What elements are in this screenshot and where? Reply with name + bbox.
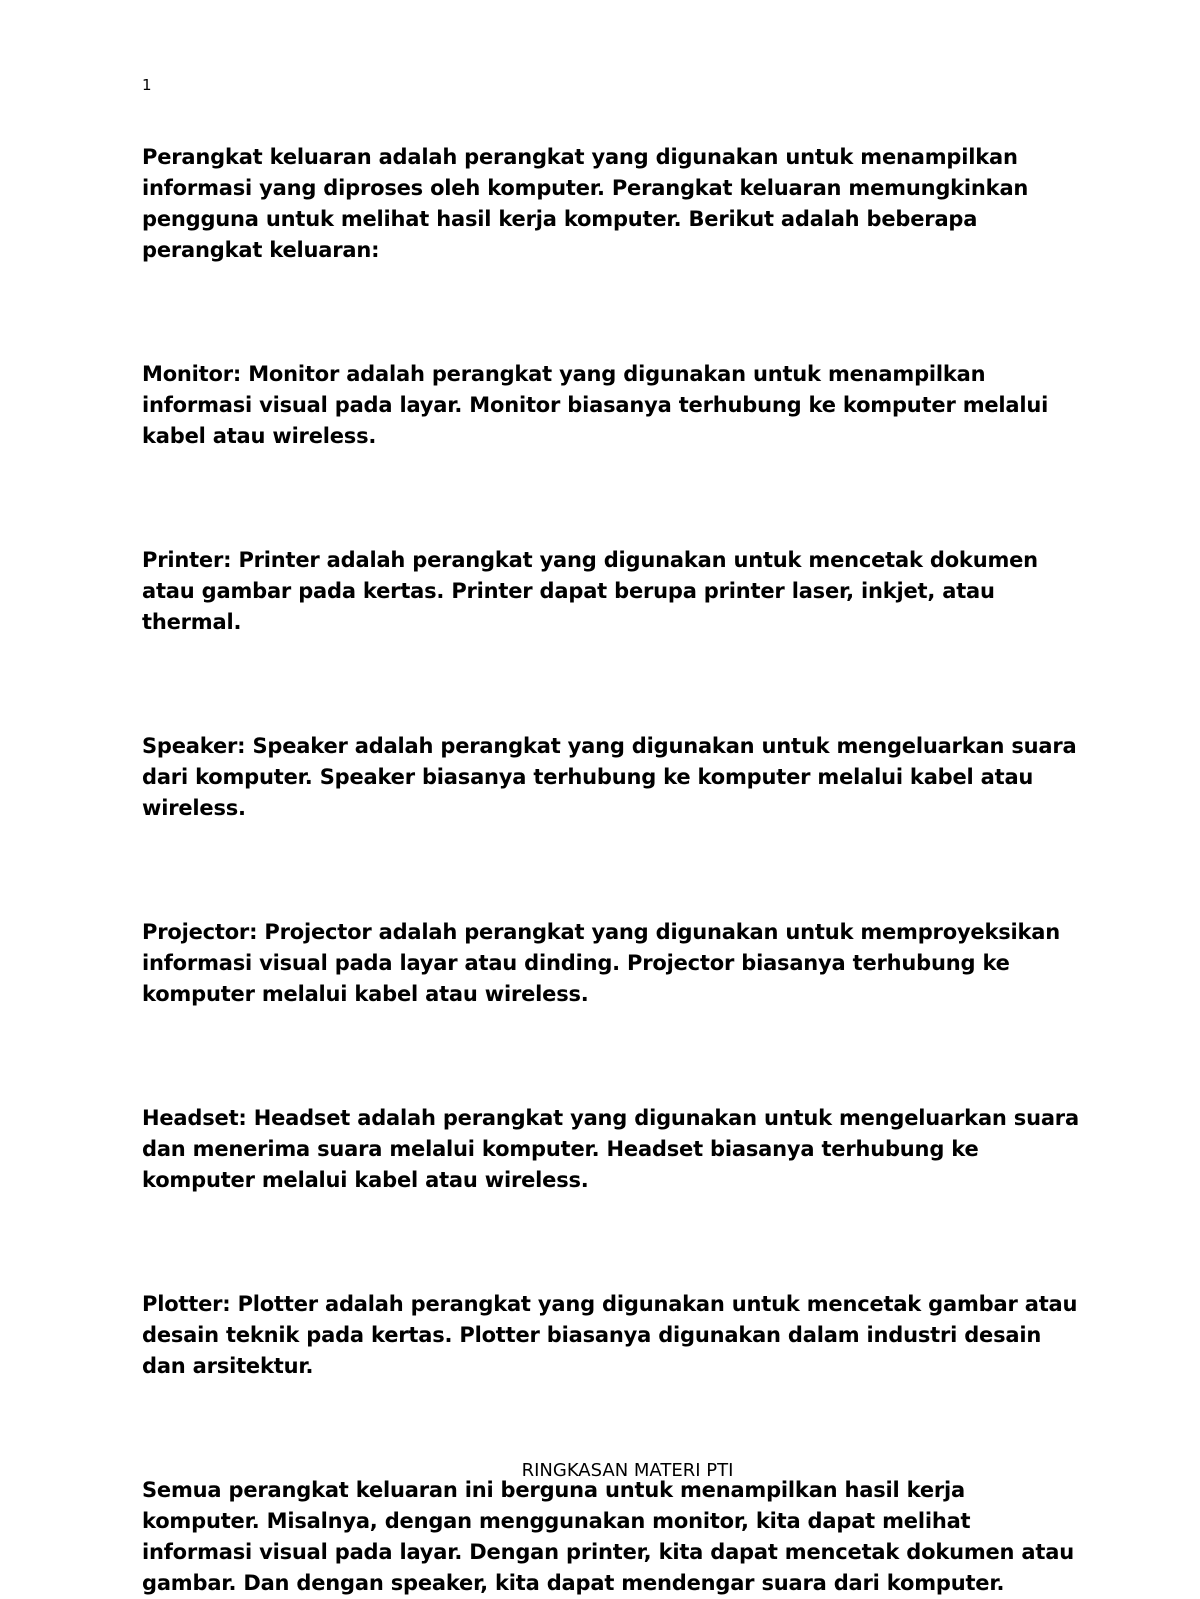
summary-paragraph: Semua perangkat keluaran ini berguna untuk menampilkan hasil kerja komputer. Misalnya, dengan menggunakan monitor, kita dapat melihat informasi visual pada layar. Dengan printer, kita dapat mencetak dokumen atau gambar. Dan dengan speaker, kita dapat mendengar suara dari komputer. bbox=[142, 1478, 1074, 1595]
monitor-paragraph: Monitor: Monitor adalah perangkat yang digunakan untuk menampilkan informasi visual pada layar. Monitor biasanya terhubung ke komputer melalui kabel atau wireless. bbox=[142, 362, 1049, 448]
page-number: 1 bbox=[142, 76, 152, 94]
printer-paragraph: Printer: Printer adalah perangkat yang digunakan untuk mencetak dokumen atau gambar pada kertas. Printer dapat berupa printer laser, inkjet, atau thermal. bbox=[142, 548, 1038, 634]
document-body bbox=[142, 142, 1082, 1599]
page-footer: RINGKASAN MATERI PTI bbox=[521, 1460, 734, 1481]
headset-paragraph: Headset: Headset adalah perangkat yang digunakan untuk mengeluarkan suara dan menerima suara melalui komputer. Headset biasanya terhubung ke komputer melalui kabel atau wireless. bbox=[142, 1106, 1079, 1192]
plotter-paragraph: Plotter: Plotter adalah perangkat yang digunakan untuk mencetak gambar atau desain teknik pada kertas. Plotter biasanya digunakan dalam industri desain dan arsitektur. bbox=[142, 1292, 1078, 1378]
speaker-paragraph: Speaker: Speaker adalah perangkat yang digunakan untuk mengeluarkan suara dari komputer. Speaker biasanya terhubung ke komputer melalui kabel atau wireless. bbox=[142, 734, 1077, 820]
projector-paragraph: Projector: Projector adalah perangkat yang digunakan untuk memproyeksikan informasi visual pada layar atau dinding. Projector biasanya terhubung ke komputer melalui kabel atau wireless. bbox=[142, 920, 1061, 1006]
intro-paragraph: Perangkat keluaran adalah perangkat yang digunakan untuk menampilkan informasi yang diproses oleh komputer. Perangkat keluaran memungkinkan pengguna untuk melihat hasil kerja komputer. Berikut adalah beberapa perangkat keluaran: bbox=[142, 145, 1029, 262]
